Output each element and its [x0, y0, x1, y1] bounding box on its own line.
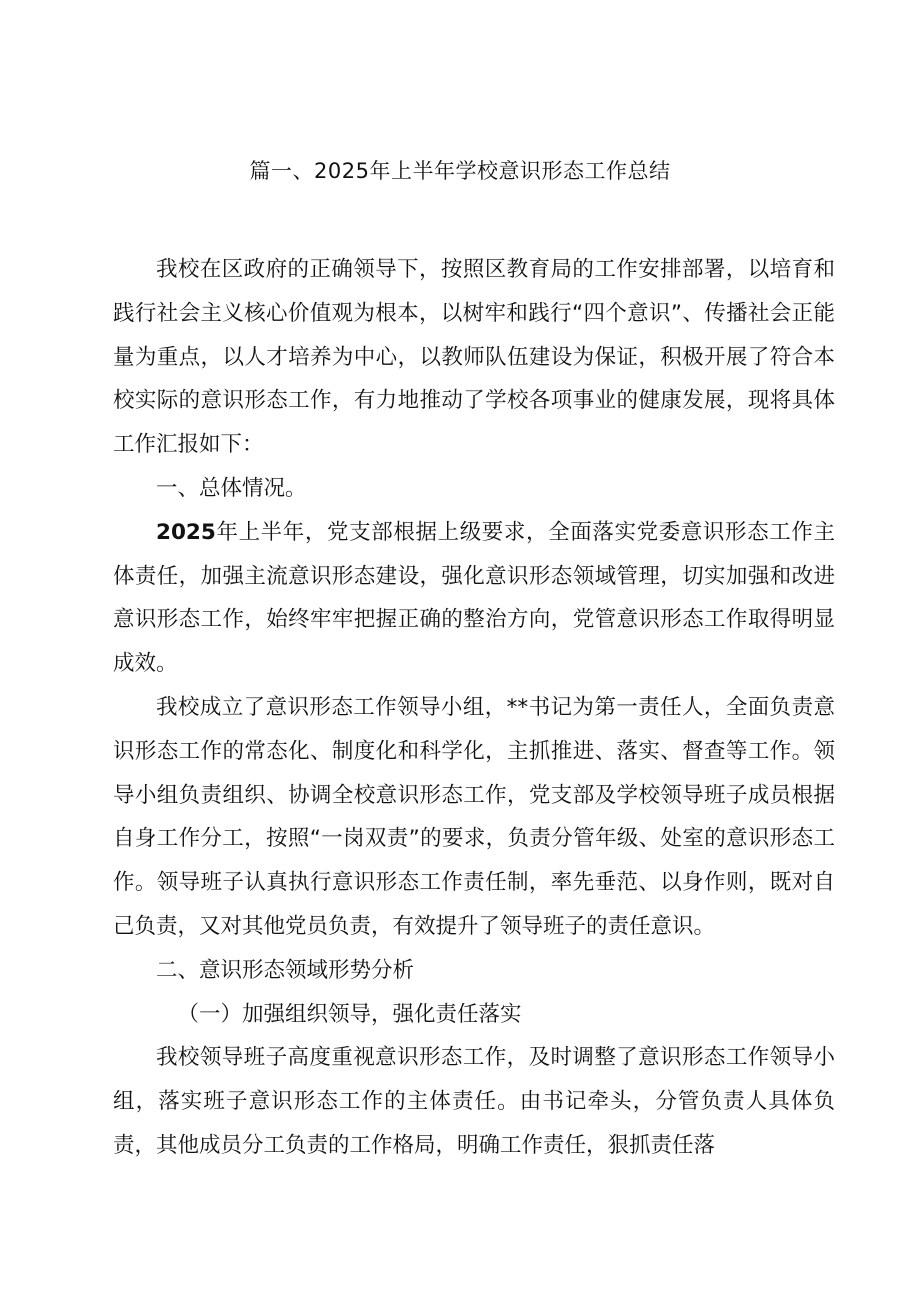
overview-paragraph	[113, 511, 835, 686]
overview-paragraph-text: 年上半年，党支部根据上级要求，全面落实党委意识形态工作主体责任，加强主流意识形态建设，强化意识形态领域管理，切实加强和改进意识形态工作，始终牢牢把握正确的整治方向，党管意识形态工作取得明显成效。	[113, 519, 835, 677]
intro-paragraph: 我校在区政府的正确领导下，按照区教育局的工作安排部署，以培育和践行社会主义核心价值观为根本，以树牢和践行“四个意识”、传播社会正能量为重点，以人才培养为中心，以教师队伍建设为保证，积极开展了符合本校实际的意识形态工作，有力地推动了学校各项事业的健康发展，现将具体工作汇报如下：	[113, 257, 835, 458]
section-heading-analysis: 二、意识形态领域形势分析	[156, 957, 415, 983]
subsection-heading-organization: （一）加强组织领导，强化责任落实	[177, 1001, 522, 1027]
section-heading-overview: 一、总体情况。	[156, 475, 307, 501]
organization-paragraph: 我校领导班子高度重视意识形态工作，及时调整了意识形态工作领导小组，落实班子意识形态工作的主体责任。由书记牵头，分管负责人具体负责，其他成员分工负责的工作格局，明确工作责任，狠抓责任落	[113, 1045, 835, 1158]
document-title: 篇一、2025年上半年学校意识形态工作总结	[249, 159, 671, 183]
leadership-group-paragraph: 我校成立了意识形态工作领导小组，**书记为第一责任人，全面负责意识形态工作的常态化、制度化和科学化，主抓推进、落实、督查等工作。领导小组负责组织、协调全校意识形态工作，党支部及学校领导班子成员根据自身工作分工，按照“一岗双责”的要求，负责分管年级、处室的意识形态工作。领导班子认真执行意识形态工作责任制，率先垂范、以身作则，既对自己负责，又对其他党员负责，有效提升了领导班子的责任意识。	[113, 694, 835, 939]
document-body	[113, 248, 835, 1168]
year-lead: 2025	[156, 519, 216, 545]
